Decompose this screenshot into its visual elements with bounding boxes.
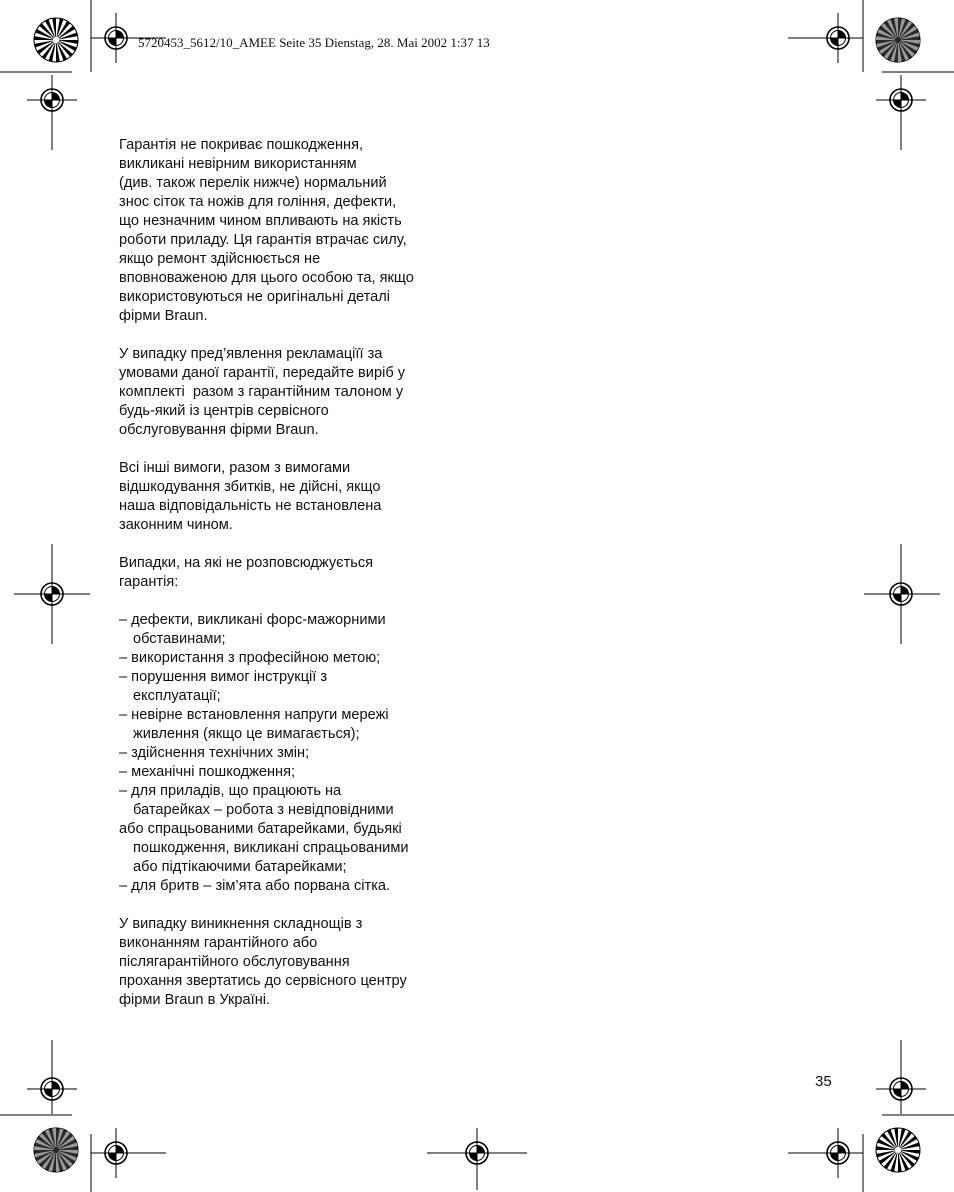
warranty-text-column (119, 136, 464, 1010)
color-wheel-bottom-right (876, 1128, 920, 1172)
list-item: – механічні пошкодження; (119, 764, 296, 780)
list-item: – для приладів, що працюють на батарейках – робота з невідповідними (119, 783, 394, 818)
exclusion-list (119, 611, 464, 896)
list-item-continuation: або спрацьованими батарейками, будьякі (119, 821, 402, 837)
list-item: – для бритв – зім’ята або порвана сітка. (119, 878, 391, 894)
list-item: – здійснення технічних змін; (119, 745, 310, 761)
paragraph-warranty-exclusions: Гарантія не покриває пошкодження, викликані невірним використанням (див. також перелік нижче) нормальний знос сіток та ножів для гоління, дефекти, що незначним чином впливають на якість роботи приладу. Ця гарантія втрачає силу, якщо ремонт здійснюється не вповноваженою для цього особою та, якщо використовуються не оригінальні деталі фірми Braun. (119, 137, 414, 324)
paragraph-claims: У випадку пред’явлення рекламаціїї за умовами даної гарантії, передайте виріб у комплекті разом з гарантійним талоном у будь-який із центрів сервісного обслуговування фірми Braun. (119, 346, 406, 438)
list-item: – невірне встановлення напруги мережі живлення (якщо це вимагається); (119, 707, 389, 742)
list-item: – дефекти, викликані форс-мажорними обставинами; (119, 612, 386, 647)
paragraph-not-covered-intro: Випадки, на які не розповсюджується гарантія: (119, 555, 374, 590)
list-item: – використання з професійною метою; (119, 650, 381, 666)
paragraph-service-contact: У випадку виникнення складнощів з виконанням гарантійного або післягарантійного обслуговування прохання звертатись до сервісного центру фірми Braun в Україні. (119, 916, 407, 1008)
list-item-continuation: пошкодження, викликані спрацьованими або підтікаючими батарейками; (133, 840, 409, 875)
color-wheel-top-left (34, 18, 78, 62)
print-slug-header: 5720453_5612/10_AMEE Seite 35 Dienstag, 28. Mai 2002 1:37 13 (138, 35, 490, 50)
paragraph-other-claims: Всі інші вимоги, разом з вимогами відшкодування збитків, не дійсні, якщо наша відповідальність не встановлена законним чином. (119, 460, 382, 533)
color-wheel-bottom-left (34, 1128, 78, 1172)
list-item: – порушення вимог інструкції з експлуатації; (119, 669, 328, 704)
page-number: 35 (815, 1073, 832, 1090)
color-wheel-top-right (876, 18, 920, 62)
